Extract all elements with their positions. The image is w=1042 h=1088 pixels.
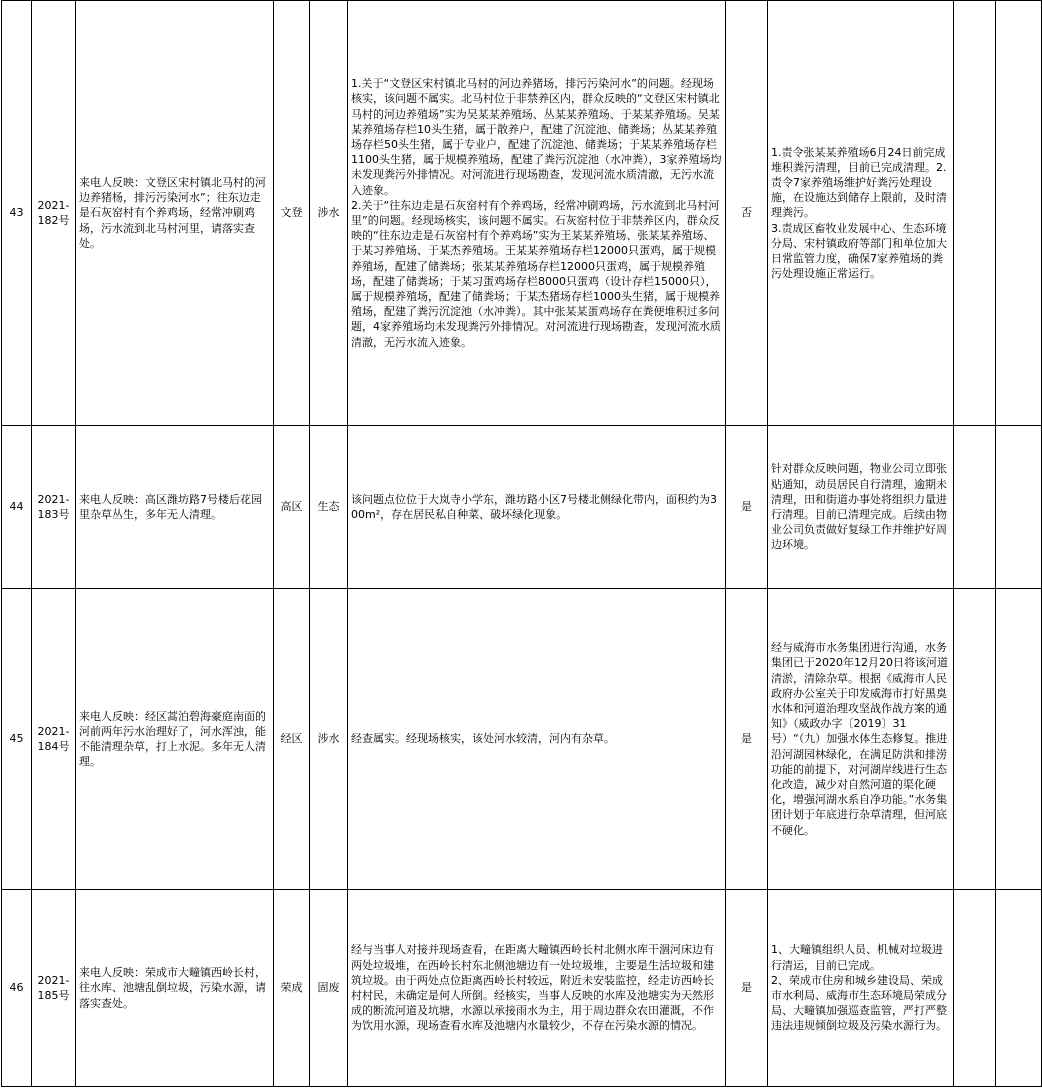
row-number: 46 bbox=[2, 890, 32, 1087]
verified-status: 否 bbox=[726, 1, 768, 426]
investigation-findings: 经与当事人对接并现场查看，在距离大疃镇西岭长村北侧水库干涸河床边有两处垃圾堆，在西岭长村东北侧池塘边有一处垃圾堆，主要是生活垃圾和建筑垃圾。由于两处点位距离西岭长村较远，附近未安装监控，经走访西岭长村村民，未确定是何人所倒。经核实，当事人反映的水库及池塘实为天然形成的断流河道及坑塘，水源以承接雨水为主，用于周边群众农田灌溉，不作为饮用水源，现场查看水库及池塘内水量较少，不存在污染水源的情况。 bbox=[348, 890, 726, 1087]
rectification-measures: 针对群众反映问题，物业公司立即张贴通知，动员居民自行清理，逾期未清理，田和街道办事处将组织力量进行清理。目前已清理完成。后续由物业公司负责做好复绿工作并维护好周边环境。 bbox=[768, 426, 954, 589]
case-id: 2021-185号 bbox=[32, 890, 76, 1087]
empty-cell bbox=[996, 890, 1042, 1087]
category: 涉水 bbox=[310, 1, 348, 426]
table-row bbox=[2, 589, 1042, 890]
report-content: 来电人反映：荣成市大疃镇西岭长村，往水库、池塘乱倒垃圾，污染水源，请落实查处。 bbox=[76, 890, 274, 1087]
case-table bbox=[1, 0, 1042, 1087]
investigation-findings: 经查属实。经现场核实，该处河水较清，河内有杂草。 bbox=[348, 589, 726, 890]
district: 经区 bbox=[274, 589, 310, 890]
report-content: 来电人反映：高区潍坊路7号楼后花园里杂草丛生，多年无人清理。 bbox=[76, 426, 274, 589]
empty-cell bbox=[954, 1, 996, 426]
case-id: 2021-182号 bbox=[32, 1, 76, 426]
empty-cell bbox=[954, 426, 996, 589]
case-id: 2021-184号 bbox=[32, 589, 76, 890]
empty-cell bbox=[996, 589, 1042, 890]
rectification-measures: 1、大疃镇组织人员、机械对垃圾进行清运，目前已完成。 2、荣成市住房和城乡建设局、荣成市水利局、威海市生态环境局荣成分局、大疃镇加强巡查监管，严打严整违法违规倾倒垃圾及污染水源行为。 bbox=[768, 890, 954, 1087]
investigation-findings: 该问题点位位于大岚寺小学东，潍坊路小区7号楼北侧绿化带内，面积约为300m²，存在居民私自种菜、破坏绿化现象。 bbox=[348, 426, 726, 589]
empty-cell bbox=[954, 589, 996, 890]
district: 荣成 bbox=[274, 890, 310, 1087]
category: 涉水 bbox=[310, 589, 348, 890]
category: 生态 bbox=[310, 426, 348, 589]
verified-status: 是 bbox=[726, 426, 768, 589]
district: 文登 bbox=[274, 1, 310, 426]
investigation-findings: 1.关于“文登区宋村镇北马村的河边养猪场，排污污染河水”的问题。经现场核实，该问题不属实。北马村位于非禁养区内，群众反映的“文登区宋村镇北马村的河边养殖场”实为吴某某养殖场、丛某某养殖场、于某某养殖场。吴某某养殖场存栏10头生猪，属于散养户，配建了沉淀池、储粪场；丛某某养殖场存栏50头生猪，属于专业户，配建了沉淀池、储粪场；于某某养殖场存栏1100头生猪，属于规模养殖场，配建了粪污沉淀池（水冲粪），3家养殖场均未发现粪污外排情况。对河流进行现场勘查，发现河流水质清澈，无污水流入迹象。 2.关于“往东边走是石灰窑村有个养鸡场，经常冲刷鸡场，污水流到北马村河里”的问题。经现场核实，该问题不属实。石灰窑村位于非禁养区内，群众反映的“往东边走是石灰窑村有个养鸡场”实为王某某养殖场、张某某养殖场、于某习养殖场、于某杰养殖场。王某某养殖场存栏12000只蛋鸡，属于规模养殖场，配建了储粪场；张某某养殖场存栏12000只蛋鸡，属于规模养殖场，配建了储粪场；于某习蛋鸡场存栏8000只蛋鸡（设计存栏15000只），属于规模养殖场，配建了储粪场；于某杰猪场存栏1000头生猪，属于规模养殖场，配建了粪污沉淀池（水冲粪）。其中张某某蛋鸡场存在粪便堆积过多问题，4家养殖场均未发现粪污外排情况。对河流进行现场勘查，发现河流水质清澈，无污水流入迹象。 bbox=[348, 1, 726, 426]
empty-cell bbox=[996, 1, 1042, 426]
row-number: 43 bbox=[2, 1, 32, 426]
verified-status: 是 bbox=[726, 890, 768, 1087]
case-id: 2021-183号 bbox=[32, 426, 76, 589]
table-row bbox=[2, 426, 1042, 589]
row-number: 44 bbox=[2, 426, 32, 589]
report-content: 来电人反映：经区蒿泊碧海豪庭南面的河前两年污水治理好了，河水浑浊，能不能清理杂草，打上水泥。多年无人清理。 bbox=[76, 589, 274, 890]
rectification-measures: 1.责令张某某养殖场6月24日前完成堆积粪污清理，目前已完成清理。2.责令7家养殖场维护好粪污处理设施，在设施达到储存上限前，及时清理粪污。 3.责成区畜牧业发展中心、生态环境分局、宋村镇政府等部门和单位加大日常监管力度，确保7家养殖场的粪污处理设施正常运行。 bbox=[768, 1, 954, 426]
empty-cell bbox=[996, 426, 1042, 589]
verified-status: 是 bbox=[726, 589, 768, 890]
row-number: 45 bbox=[2, 589, 32, 890]
district: 高区 bbox=[274, 426, 310, 589]
empty-cell bbox=[954, 890, 996, 1087]
table-row bbox=[2, 890, 1042, 1087]
rectification-measures: 经与威海市水务集团进行沟通，水务集团已于2020年12月20日将该河道清淤，清除杂草。根据《威海市人民政府办公室关于印发威海市打好黑臭水体和河道治理攻坚战作战方案的通知》（威政办字〔2019〕31号）“（九）加强水体生态修复。推进沿河湖园林绿化，在满足防洪和排涝功能的前提下，对河湖岸线进行生态化改造，减少对自然河道的渠化硬化，增强河湖水系自净功能。”水务集团计划于年底进行杂草清理，但河底不硬化。 bbox=[768, 589, 954, 890]
table-row bbox=[2, 1, 1042, 426]
report-content: 来电人反映：文登区宋村镇北马村的河边养猪杨，排污污染河水”；往东边走是石灰窑村有个养鸡场，经常冲刷鸡场，污水流到北马村河里，请落实查处。 bbox=[76, 1, 274, 426]
category: 固废 bbox=[310, 890, 348, 1087]
